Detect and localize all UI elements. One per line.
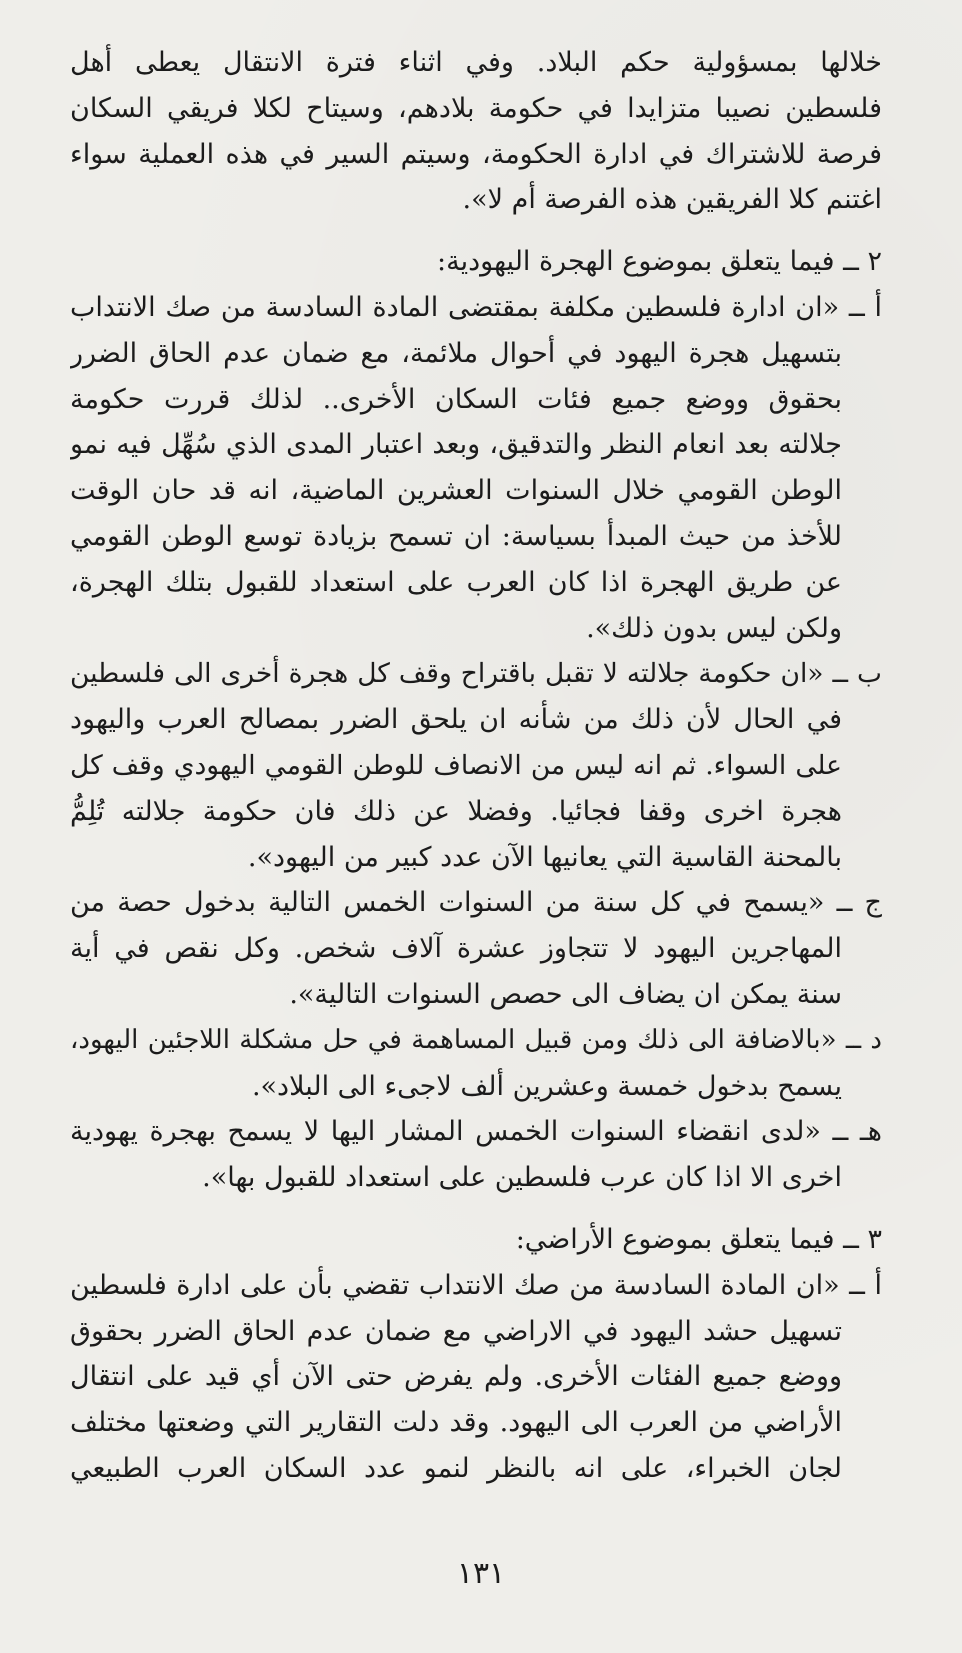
text-line: سنة يمكن ان يضاف الى حصص السنوات التالية». — [289, 978, 842, 1010]
text-line: تسهيل حشد اليهود في الاراضي مع ضمان عدم الحاق الضرر بحقوق — [70, 1315, 842, 1347]
text-line: ج ــ «يسمح في كل سنة من السنوات الخمس التالية بدخول حصة من — [70, 887, 882, 919]
text-line: أ ــ «ان ادارة فلسطين مكلفة بمقتضى المادة السادسة من صك الانتداب — [70, 291, 882, 323]
text-line: ووضع جميع الفئات الأخرى. ولم يفرض حتى الآن أي قيد على انتقال — [70, 1361, 842, 1393]
text-line: يسمح بدخول خمسة وعشرين ألف لاجىء الى البلاد». — [251, 1070, 842, 1102]
text-line: الوطن القومي خلال السنوات العشرين الماضية، انه قد حان الوقت — [70, 475, 842, 507]
text-line: اخرى الا اذا كان عرب فلسطين على استعداد للقبول بها». — [202, 1162, 842, 1194]
text-line: بالمحنة القاسية التي يعانيها الآن عدد كبير من اليهود». — [247, 841, 842, 873]
paragraph-gap — [70, 223, 882, 239]
text-line: عن طريق الهجرة اذا كان العرب على استعداد للقبول بتلك الهجرة، — [70, 566, 842, 598]
text-line: د ــ «بالاضافة الى ذلك ومن قبيل المساهمة في حل مشكلة اللاجئين اليهود، — [70, 1024, 882, 1055]
text-line: ٢ ــ فيما يتعلق بموضوع الهجرة اليهودية: — [437, 246, 882, 278]
text-line: هجرة اخرى وقفا فجائيا. وفضلا عن ذلك فان حكومة جلالته تُلِمُّ — [70, 795, 842, 827]
text-line: بتسهيل هجرة اليهود في أحوال ملائمة، مع ضمان عدم الحاق الضرر — [70, 337, 842, 369]
text-line: جلالته بعد انعام النظر والتدقيق، وبعد اعتبار المدى الذي سُهِّل فيه نمو — [70, 429, 842, 461]
text-line: الأراضي من العرب الى اليهود. وقد دلت التقارير التي وضعتها مختلف — [70, 1407, 842, 1439]
text-line: خلالها بمسؤولية حكم البلاد. وفي اثناء فترة الانتقال يعطى أهل — [70, 47, 882, 78]
text-line: على السواء. ثم انه ليس من الانصاف للوطن القومي اليهودي وقف كل — [70, 749, 842, 781]
text-line: ولكن ليس بدون ذلك». — [586, 612, 842, 644]
page-body-text — [70, 40, 882, 1492]
text-line: فرصة للاشتراك في ادارة الحكومة، وسيتم السير في هذه العملية سواء — [70, 138, 882, 170]
text-line: أ ــ «ان المادة السادسة من صك الانتداب تقضي بأن على ادارة فلسطين — [70, 1269, 882, 1301]
text-line: بحقوق ووضع جميع فئات السكان الأخرى.. لذلك قررت حكومة — [70, 383, 842, 415]
text-line: فلسطين نصيبا متزايدا في حكومة بلادهم، وسيتاح لكلا فريقي السكان — [70, 92, 882, 124]
text-line: ب ــ «ان حكومة جلالته لا تقبل باقتراح وقف كل هجرة أخرى الى فلسطين — [70, 658, 882, 690]
text-line: اغتنم كلا الفريقين هذه الفرصة أم لا». — [462, 184, 882, 216]
text-line: ٣ ــ فيما يتعلق بموضوع الأراضي: — [515, 1223, 882, 1255]
paragraph-gap — [70, 1201, 882, 1217]
text-line: لجان الخبراء، على انه بالنظر لنمو عدد السكان العرب الطبيعي — [70, 1452, 842, 1484]
text-line: المهاجرين اليهود لا تتجاوز عشرة آلاف شخص. وكل نقص في أية — [70, 933, 842, 965]
text-line: للأخذ من حيث المبدأ بسياسة: ان تسمح بزيادة توسع الوطن القومي — [70, 520, 842, 552]
page-number: ١٣١ — [456, 1556, 506, 1591]
text-line: هـ ــ «لدى انقضاء السنوات الخمس المشار اليها لا يسمح بهجرة يهودية — [70, 1116, 882, 1148]
text-line: في الحال لأن ذلك من شأنه ان يلحق الضرر بمصالح العرب واليهود — [70, 704, 842, 736]
